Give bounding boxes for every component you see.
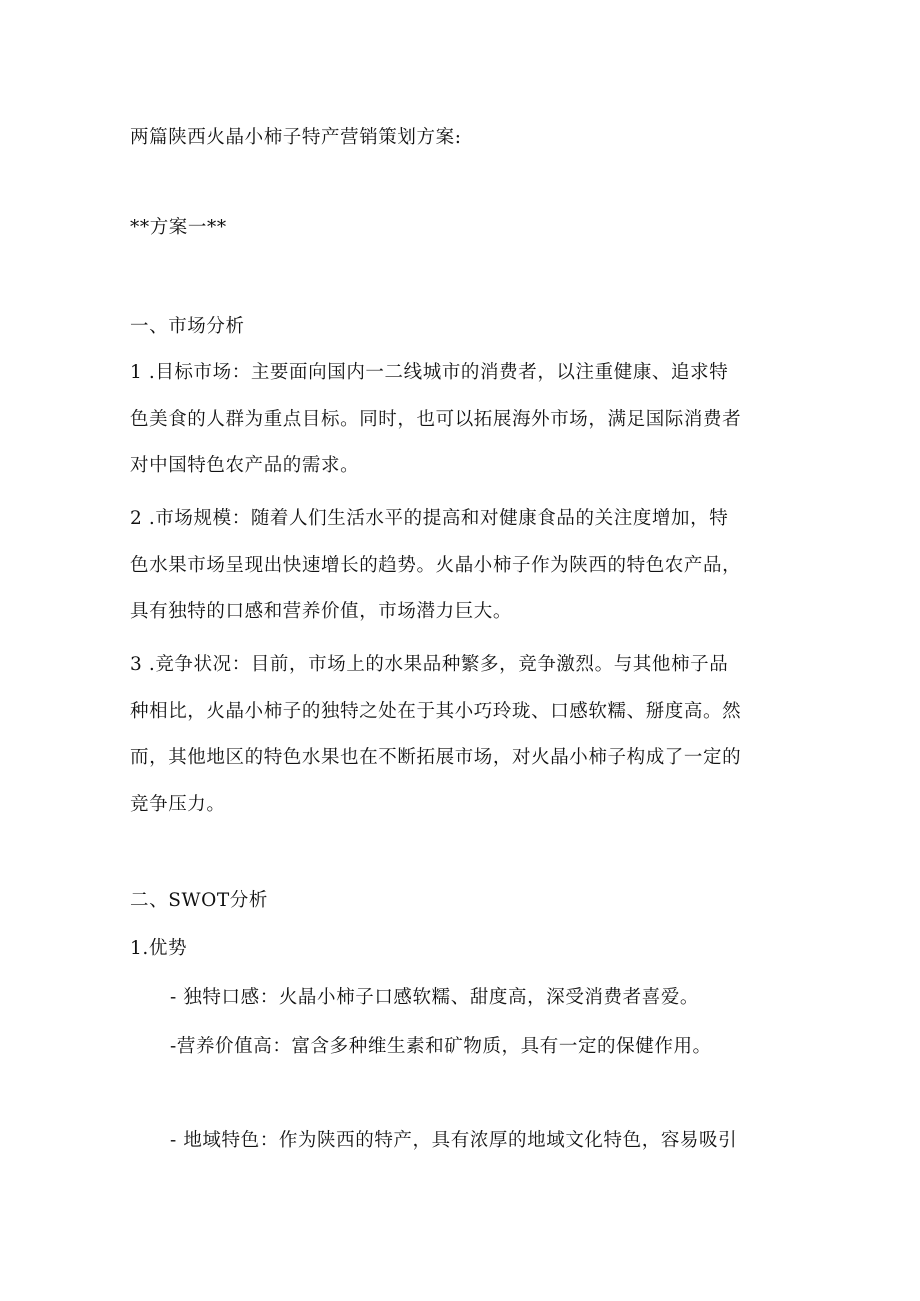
paragraph-line: 色水果市场呈现出快速增长的趋势。火晶小柿子作为陕西的特色农产品， <box>130 555 742 576</box>
bullet-item: - 地域特色：作为陕西的特产，具有浓厚的地域文化特色，容易吸引 <box>170 1130 738 1151</box>
paragraph-line: 种相比，火晶小柿子的独特之处在于其小巧玲珑、口感软糯、掰度高。然 <box>130 701 742 722</box>
sub-heading-strengths: 1.优势 <box>130 938 188 959</box>
paragraph-line: 2 .市场规模：随着人们生活水平的提高和对健康食品的关注度增加，特 <box>130 508 729 529</box>
paragraph-line: 色美食的人群为重点目标。同时，也可以拓展海外市场，满足国际消费者 <box>130 409 742 430</box>
paragraph-line: 1 .目标市场：主要面向国内一二线城市的消费者，以注重健康、追求特 <box>130 362 729 383</box>
bullet-item: - 独特口感：火晶小柿子口感软糯、甜度高，深受消费者喜爱。 <box>170 987 700 1008</box>
bullet-item: -营养价值高：富含多种维生素和矿物质，具有一定的保健作用。 <box>170 1036 712 1057</box>
section-heading-market-analysis: 一、市场分析 <box>130 316 245 337</box>
paragraph-line: 对中国特色农产品的需求。 <box>130 455 360 476</box>
paragraph-line: 3 .竞争状况：目前，市场上的水果品种繁多，竞争激烈。与其他柿子品 <box>130 654 729 675</box>
paragraph-line: 具有独特的口感和营养价值，市场潜力巨大。 <box>130 601 513 622</box>
paragraph-line: 竞争压力。 <box>130 794 226 815</box>
section-heading-swot: 二、SWOT分析 <box>130 890 268 911</box>
paragraph-line: 而，其他地区的特色水果也在不断拓展市场，对火晶小柿子构成了一定的 <box>130 747 742 768</box>
plan-heading: **方案一** <box>130 217 227 238</box>
document-title: 两篇陕西火晶小柿子特产营销策划方案: <box>130 127 462 148</box>
